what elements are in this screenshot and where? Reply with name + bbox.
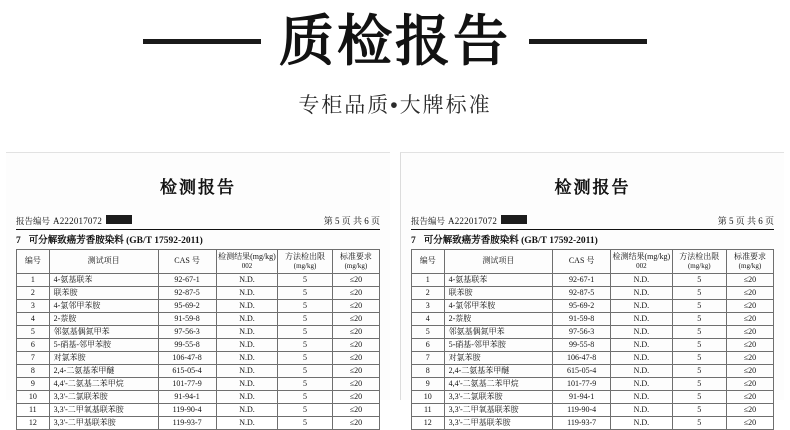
cell-req: ≤20 [726, 377, 773, 390]
reports-container [0, 152, 790, 427]
column-header-result-sub: 002 [241, 262, 253, 270]
cell-item: 4,4'-二氨基二苯甲烷 [49, 377, 158, 390]
report-meta-right [411, 214, 774, 227]
cell-no: 8 [17, 364, 50, 377]
column-header-no: 编号 [412, 250, 445, 274]
results-table-right [411, 249, 774, 430]
cell-result: N.D. [611, 416, 673, 429]
table-row [412, 390, 774, 403]
cell-result: N.D. [216, 325, 278, 338]
table-row [412, 312, 774, 325]
column-header-req [332, 250, 379, 274]
cell-cas: 91-94-1 [158, 390, 216, 403]
cell-result: N.D. [216, 351, 278, 364]
table-row [412, 364, 774, 377]
table-header-row [412, 250, 774, 274]
cell-item: 3,3'-二氯联苯胺 [49, 390, 158, 403]
column-header-result [216, 250, 278, 274]
cell-cas: 615-05-4 [553, 364, 611, 377]
cell-limit: 5 [278, 364, 332, 377]
cell-limit: 5 [672, 377, 726, 390]
section-heading-left [16, 229, 380, 246]
cell-item: 3,3'-二甲基联苯胺 [49, 416, 158, 429]
table-row [412, 338, 774, 351]
cell-result: N.D. [611, 273, 673, 286]
cell-req: ≤20 [726, 325, 773, 338]
cell-item: 4,4'-二氨基二苯甲烷 [444, 377, 553, 390]
table-row [412, 273, 774, 286]
cell-cas: 91-59-8 [553, 312, 611, 325]
column-header-result-main: 检测结果(mg/kg) [218, 252, 276, 261]
table-row [17, 377, 380, 390]
cell-no: 5 [17, 325, 50, 338]
column-header-req-main: 标准要求 [733, 252, 766, 261]
cell-cas: 91-94-1 [553, 390, 611, 403]
report-page-right [400, 152, 784, 427]
cell-limit: 5 [278, 312, 332, 325]
section-number: 7 [16, 236, 21, 246]
table-row [17, 299, 380, 312]
cell-req: ≤20 [726, 299, 773, 312]
cell-limit: 5 [278, 273, 332, 286]
cell-item: 2,4-二氨基苯甲醚 [444, 364, 553, 377]
table-header-row [17, 250, 380, 274]
cell-req: ≤20 [332, 273, 379, 286]
cell-cas: 101-77-9 [553, 377, 611, 390]
cell-result: N.D. [216, 403, 278, 416]
cell-result: N.D. [216, 338, 278, 351]
table-row [17, 390, 380, 403]
cell-result: N.D. [611, 403, 673, 416]
cell-req: ≤20 [332, 338, 379, 351]
page-title: 质检报告 [278, 10, 511, 72]
cell-no: 4 [17, 312, 50, 325]
section-heading-right [411, 229, 774, 246]
cell-item: 4-氨基联苯 [49, 273, 158, 286]
report-number-value: A222017072 [448, 215, 498, 226]
report-number-label: 报告编号 [411, 215, 446, 226]
title-row [0, 0, 790, 72]
cell-no: 6 [412, 338, 445, 351]
results-table-body-right [412, 273, 774, 429]
cell-req: ≤20 [332, 416, 379, 429]
report-title-right: 检测报告 [554, 178, 631, 197]
cell-item: 4-氯邻甲苯胺 [444, 299, 553, 312]
report-page-left [6, 152, 390, 427]
cell-limit: 5 [278, 338, 332, 351]
cell-result: N.D. [611, 351, 673, 364]
report-number-group [16, 215, 132, 227]
table-row [412, 377, 774, 390]
cell-cas: 615-05-4 [158, 364, 216, 377]
cell-no: 6 [17, 338, 50, 351]
column-header-limit-main: 方法检出限 [679, 252, 720, 261]
cell-result: N.D. [216, 390, 278, 403]
cell-limit: 5 [672, 299, 726, 312]
table-row [412, 351, 774, 364]
cell-result: N.D. [611, 325, 673, 338]
cell-no: 12 [412, 416, 445, 429]
column-header-no: 编号 [17, 250, 50, 274]
cell-limit: 5 [672, 351, 726, 364]
cell-limit: 5 [672, 364, 726, 377]
cell-limit: 5 [278, 403, 332, 416]
cell-item: 2-萘胺 [444, 312, 553, 325]
table-row [17, 325, 380, 338]
column-header-cas: CAS 号 [158, 250, 216, 274]
cell-item: 联苯胺 [444, 286, 553, 299]
cell-item: 4-氨基联苯 [444, 273, 553, 286]
cell-req: ≤20 [332, 299, 379, 312]
table-row [412, 299, 774, 312]
cell-item: 2,4-二氨基苯甲醚 [49, 364, 158, 377]
cell-result: N.D. [611, 312, 673, 325]
section-name: 可分解致癌芳香胺染料 (GB/T 17592-2011) [423, 236, 598, 246]
cell-result: N.D. [611, 286, 673, 299]
cell-cas: 97-56-3 [158, 325, 216, 338]
section-name: 可分解致癌芳香胺染料 (GB/T 17592-2011) [28, 236, 203, 246]
cell-result: N.D. [216, 377, 278, 390]
table-row [17, 351, 380, 364]
cell-limit: 5 [278, 325, 332, 338]
column-header-limit [278, 250, 332, 274]
cell-req: ≤20 [726, 338, 773, 351]
cell-no: 3 [412, 299, 445, 312]
title-rule-right [529, 39, 647, 44]
cell-req: ≤20 [726, 403, 773, 416]
cell-cas: 92-67-1 [553, 273, 611, 286]
report-number-group [411, 215, 527, 227]
table-row [17, 403, 380, 416]
cell-cas: 95-69-2 [553, 299, 611, 312]
table-row [412, 416, 774, 429]
cell-no: 7 [412, 351, 445, 364]
cell-req: ≤20 [726, 364, 773, 377]
cell-item: 3,3'-二氯联苯胺 [444, 390, 553, 403]
column-header-limit-main: 方法检出限 [285, 252, 326, 261]
cell-item: 4-氯邻甲苯胺 [49, 299, 158, 312]
cell-no: 9 [412, 377, 445, 390]
cell-limit: 5 [278, 299, 332, 312]
cell-item: 联苯胺 [49, 286, 158, 299]
cell-item: 2-萘胺 [49, 312, 158, 325]
cell-limit: 5 [278, 351, 332, 364]
cell-cas: 106-47-8 [553, 351, 611, 364]
cell-req: ≤20 [726, 416, 773, 429]
cell-result: N.D. [216, 312, 278, 325]
cell-no: 2 [412, 286, 445, 299]
cell-req: ≤20 [726, 286, 773, 299]
table-row [17, 416, 380, 429]
redaction-bar [106, 215, 132, 224]
table-row [17, 312, 380, 325]
cell-limit: 5 [672, 325, 726, 338]
cell-result: N.D. [611, 364, 673, 377]
cell-result: N.D. [216, 273, 278, 286]
cell-req: ≤20 [332, 312, 379, 325]
report-number-label: 报告编号 [16, 215, 51, 226]
column-header-limit [672, 250, 726, 274]
cell-cas: 119-90-4 [553, 403, 611, 416]
cell-no: 4 [412, 312, 445, 325]
cell-no: 11 [412, 403, 445, 416]
cell-cas: 91-59-8 [158, 312, 216, 325]
column-header-req-sub: (mg/kg) [344, 262, 368, 270]
cell-limit: 5 [278, 286, 332, 299]
cell-no: 10 [17, 390, 50, 403]
cell-cas: 92-87-5 [553, 286, 611, 299]
results-table-left [16, 249, 380, 430]
report-number-value: A222017072 [53, 215, 103, 226]
cell-limit: 5 [672, 390, 726, 403]
cell-no: 7 [17, 351, 50, 364]
cell-limit: 5 [672, 338, 726, 351]
cell-result: N.D. [216, 299, 278, 312]
cell-item: 3,3'-二甲氧基联苯胺 [49, 403, 158, 416]
cell-result: N.D. [611, 338, 673, 351]
cell-result: N.D. [216, 286, 278, 299]
cell-item: 对氯苯胺 [49, 351, 158, 364]
report-title-left: 检测报告 [160, 178, 236, 197]
column-header-result [611, 250, 673, 274]
table-row [412, 403, 774, 416]
cell-no: 12 [17, 416, 50, 429]
cell-cas: 99-55-8 [158, 338, 216, 351]
cell-cas: 119-90-4 [158, 403, 216, 416]
report-meta-left [16, 214, 380, 227]
cell-cas: 95-69-2 [158, 299, 216, 312]
cell-limit: 5 [672, 403, 726, 416]
cell-req: ≤20 [332, 377, 379, 390]
cell-no: 11 [17, 403, 50, 416]
cell-result: N.D. [216, 364, 278, 377]
cell-result: N.D. [611, 377, 673, 390]
cell-cas: 119-93-7 [553, 416, 611, 429]
cell-item: 邻氨基偶氮甲苯 [444, 325, 553, 338]
section-number: 7 [411, 236, 416, 246]
table-row [412, 325, 774, 338]
cell-req: ≤20 [726, 390, 773, 403]
table-row [17, 273, 380, 286]
column-header-limit-sub: (mg/kg) [687, 262, 711, 270]
page-number: 第 5 页 共 6 页 [323, 216, 380, 226]
table-row [412, 286, 774, 299]
cell-cas: 101-77-9 [158, 377, 216, 390]
cell-req: ≤20 [332, 286, 379, 299]
cell-no: 1 [412, 273, 445, 286]
column-header-req-main: 标准要求 [339, 252, 372, 261]
cell-result: N.D. [216, 416, 278, 429]
cell-item: 5-硝基-邻甲苯胺 [444, 338, 553, 351]
cell-req: ≤20 [726, 273, 773, 286]
column-header-result-sub: 002 [636, 262, 647, 270]
cell-item: 邻氨基偶氮甲苯 [49, 325, 158, 338]
cell-no: 5 [412, 325, 445, 338]
table-row [17, 364, 380, 377]
cell-req: ≤20 [332, 364, 379, 377]
cell-result: N.D. [611, 299, 673, 312]
cell-cas: 99-55-8 [553, 338, 611, 351]
page-header [0, 0, 790, 152]
results-table-body-left [17, 273, 380, 429]
cell-item: 3,3'-二甲氧基联苯胺 [444, 403, 553, 416]
cell-req: ≤20 [332, 403, 379, 416]
column-header-cas: CAS 号 [553, 250, 611, 274]
cell-cas: 119-93-7 [158, 416, 216, 429]
column-header-req [726, 250, 773, 274]
cell-req: ≤20 [726, 312, 773, 325]
cell-limit: 5 [672, 273, 726, 286]
cell-no: 3 [17, 299, 50, 312]
column-header-result-main: 检测结果(mg/kg) [612, 252, 671, 261]
title-rule-left [143, 39, 261, 44]
cell-limit: 5 [278, 390, 332, 403]
column-header-item: 测试项目 [444, 250, 553, 274]
cell-no: 1 [17, 273, 50, 286]
column-header-limit-sub: (mg/kg) [293, 262, 317, 270]
cell-limit: 5 [278, 377, 332, 390]
cell-result: N.D. [611, 390, 673, 403]
cell-req: ≤20 [726, 351, 773, 364]
cell-no: 8 [412, 364, 445, 377]
cell-limit: 5 [672, 416, 726, 429]
table-row [17, 338, 380, 351]
cell-item: 对氯苯胺 [444, 351, 553, 364]
cell-no: 9 [17, 377, 50, 390]
cell-req: ≤20 [332, 351, 379, 364]
column-header-item: 测试项目 [49, 250, 158, 274]
cell-cas: 92-87-5 [158, 286, 216, 299]
page-number: 第 5 页 共 6 页 [717, 216, 774, 226]
cell-no: 2 [17, 286, 50, 299]
cell-limit: 5 [672, 286, 726, 299]
table-row [17, 286, 380, 299]
cell-item: 3,3'-二甲基联苯胺 [444, 416, 553, 429]
cell-cas: 92-67-1 [158, 273, 216, 286]
redaction-bar [501, 215, 527, 224]
column-header-req-sub: (mg/kg) [738, 262, 762, 270]
cell-limit: 5 [278, 416, 332, 429]
cell-item: 5-硝基-邻甲苯胺 [49, 338, 158, 351]
cell-req: ≤20 [332, 325, 379, 338]
cell-cas: 97-56-3 [553, 325, 611, 338]
page-subtitle: 专柜品质•大牌标准 [298, 94, 492, 117]
cell-cas: 106-47-8 [158, 351, 216, 364]
cell-req: ≤20 [332, 390, 379, 403]
cell-no: 10 [412, 390, 445, 403]
cell-limit: 5 [672, 312, 726, 325]
